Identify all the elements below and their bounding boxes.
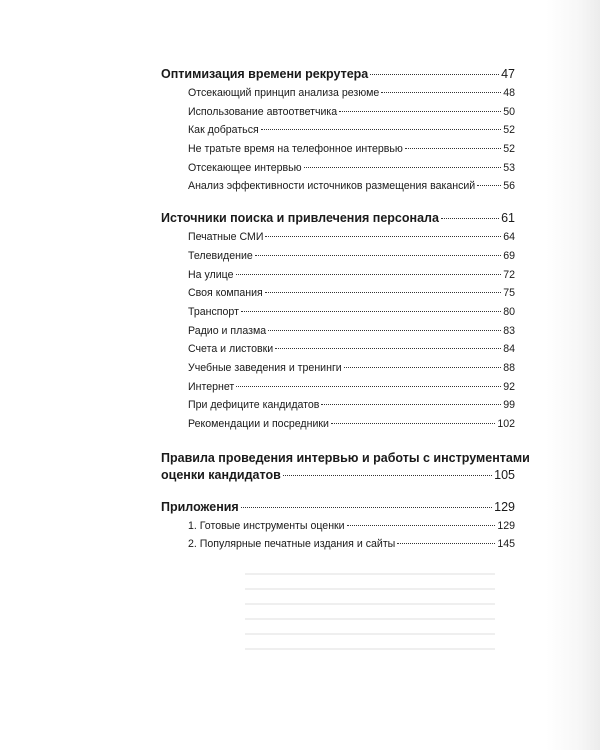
page-number: 145 [497,538,515,551]
section-title-line1: Правила проведения интервью и работы с инструментами [161,450,530,465]
toc-item [161,418,515,437]
leader-dots [477,185,501,186]
page-number: 80 [503,305,515,318]
section-title: Оптимизация времени рекрутера [161,67,369,81]
leader-dots [283,475,492,476]
item-title: Транспорт [188,305,239,318]
item-title: Использование автоответчика [188,105,338,118]
page-number: 53 [503,161,515,174]
item-title: Печатные СМИ [188,231,264,244]
toc-item [161,143,515,162]
leader-dots [441,218,499,219]
leader-dots [261,129,501,130]
toc-item [161,306,515,325]
toc-section-appendices [161,500,515,520]
leader-dots [339,111,501,112]
leader-dots [405,148,501,149]
leader-dots [265,292,501,293]
leader-dots [344,367,501,368]
page-number: 92 [503,380,515,393]
leader-dots [241,311,501,312]
toc-item [161,325,515,344]
page-number: 52 [503,124,515,137]
page-number: 83 [503,324,515,337]
page-number: 88 [503,361,515,374]
page-number: 64 [503,231,515,244]
toc-item [161,162,515,181]
page-number: 56 [503,180,515,193]
item-title: 1. Готовые инструменты оценки [188,519,345,532]
item-title: Учебные заведения и тренинги [188,361,342,374]
page-number: 129 [494,499,515,514]
toc-item [161,520,515,539]
page-number: 48 [503,87,515,99]
leader-dots [370,74,499,75]
toc-item [161,180,515,199]
item-title: Не тратьте время на телефонное интервью [188,143,403,156]
page-number: 47 [501,67,515,81]
page-number: 75 [503,287,515,300]
leader-dots [268,330,501,331]
section-title-line2: оценки кандидатов [161,467,281,482]
leader-dots [397,543,495,544]
page-number: 105 [494,467,515,482]
toc-item [161,269,515,288]
toc-section-interview-rules [161,450,530,488]
toc-item [161,287,515,306]
toc-item [161,231,515,250]
spacer [161,437,515,451]
item-title: Отсекающий принцип анализа резюме [188,87,380,99]
page-edge [546,0,600,750]
toc-item [161,106,515,125]
leader-dots [275,348,501,349]
leader-dots [347,525,496,526]
page-number: 50 [503,105,515,118]
leader-dots [321,404,501,405]
item-title: Рекомендации и посредники [188,418,329,430]
item-title: Счета и листовки [188,343,274,356]
toc-item [161,381,515,400]
page-number: 61 [501,211,515,226]
toc-item [161,343,515,362]
page-number: 99 [503,399,515,412]
toc-section-sources [161,211,515,231]
leader-dots [265,236,501,237]
page-number: 52 [503,143,515,156]
item-title: На улице [188,268,234,281]
toc-item [161,87,515,106]
leader-dots [236,274,502,275]
toc-item [161,362,515,381]
item-title: Своя компания [188,287,263,300]
section-title: Источники поиска и привлечения персонала [161,211,439,226]
item-title: Радио и плазма [188,324,267,337]
page-number: 69 [503,249,515,262]
item-title: Анализ эффективности источников размещения вакансий [188,180,476,193]
item-title: Телевидение [188,249,253,262]
table-of-contents [161,67,530,557]
leader-dots [241,507,492,508]
spacer [161,488,515,500]
spacer [161,199,515,211]
item-title: 2. Популярные печатные издания и сайты [188,538,396,551]
leader-dots [331,423,495,424]
toc-item [161,538,515,557]
toc-section-optimization [161,67,515,87]
toc-item [161,250,515,269]
leader-dots [381,92,501,93]
page-number: 72 [503,268,515,281]
page-number: 102 [497,418,515,430]
page-number: 84 [503,343,515,356]
bleed-through-shadow [245,560,495,670]
item-title: Интернет [188,380,235,393]
item-title: Отсекающее интервью [188,161,302,174]
toc-item [161,124,515,143]
section-title: Приложения [161,499,239,514]
item-title: При дефиците кандидатов [188,399,320,412]
item-title: Как добраться [188,124,259,137]
page-number: 129 [497,519,515,532]
toc-item [161,399,515,418]
leader-dots [236,386,501,387]
leader-dots [255,255,501,256]
leader-dots [304,167,502,168]
